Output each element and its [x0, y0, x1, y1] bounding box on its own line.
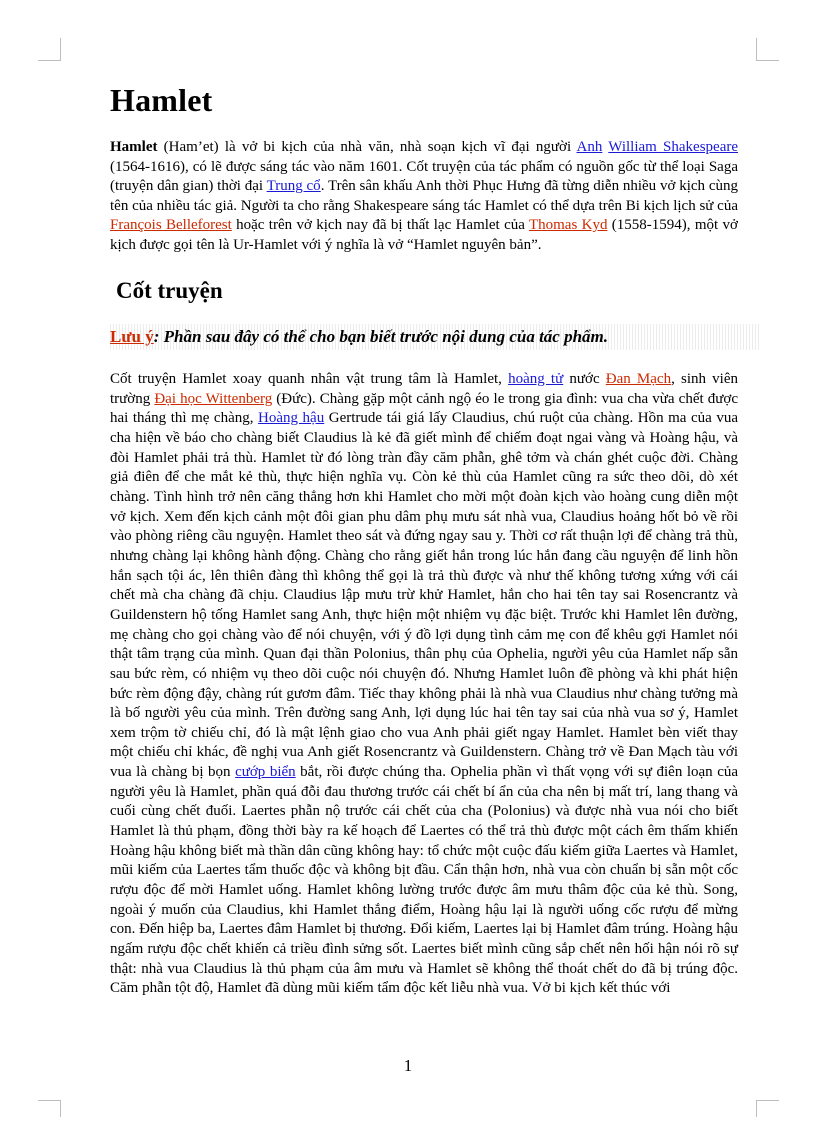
intro-text: (Ham’et) là vở bi kịch của nhà văn, nhà soạn kịch vĩ đại người: [157, 139, 577, 155]
spoiler-notice-text: : Phần sau đây có thể cho bạn biết trước nội dung của tác phẩm.: [153, 327, 609, 346]
plot-text: , sinh viên trường: [110, 371, 738, 407]
intro-text: (1558-1594), một vở kịch được gọi tên là Ur-Hamlet với ý nghĩa là vở “Hamlet nguyên bản”.: [110, 217, 738, 253]
plot-text: (Đức). Chàng gặp một cảnh ngộ éo le trong gia đình: vua cha vừa chết được hai tháng thì mẹ chàng,: [110, 390, 738, 427]
section-heading-cot-truyen: Cốt truyện: [116, 278, 223, 303]
link-hoang-tu[interactable]: hoàng tử: [508, 371, 564, 387]
link-francois-belleforest[interactable]: François Belleforest: [110, 217, 232, 234]
page-number: 1: [403, 1056, 413, 1075]
intro-lead-bold: Hamlet: [110, 139, 158, 155]
link-william-shakespeare[interactable]: William Shakespeare: [608, 139, 738, 155]
document-title: Hamlet: [110, 82, 213, 118]
intro-paragraph: [110, 138, 738, 256]
link-hoang-hau[interactable]: Hoàng hậu: [258, 410, 325, 427]
intro-text: hoặc trên vở kịch nay đã bị thất lạc Hamlet của: [231, 217, 529, 234]
link-cuop-bien[interactable]: cướp biển: [235, 764, 296, 781]
plot-text: Cốt truyện Hamlet xoay quanh nhân vật trung tâm là Hamlet,: [110, 371, 509, 387]
link-thomas-kyd[interactable]: Thomas Kyd: [528, 217, 608, 234]
intro-text: . Trên sân khấu Anh thời Phục Hưng đã từng diễn nhiều vở kịch cùng tên của nhiều tác giả. Người ta cho rằng Shakespeare sáng tác Hamlet có thể dựa trên Bi kịch lịch sử của: [110, 178, 738, 214]
page-corner-mark-bottom-left: [38, 1100, 61, 1117]
link-dai-hoc-wittenberg[interactable]: Đại học Wittenberg: [154, 390, 273, 407]
page-corner-mark-top-left: [38, 38, 61, 61]
plot-text: Gertrude tái giá lấy Claudius, chú ruột của chàng. Hồn ma của vua cha hiện về báo cho chàng biết Claudius là kẻ đã giết mình để chiếm đoạt ngai vàng và Hoàng hậu, và đòi Hamlet phải trả thù. Hamlet từ đó lòng tràn đầy căm phẫn, ghê tởm và chán ghét cuộc đời. Chàng giả điên để che mắt kẻ thù, thực hiện nghĩa vụ. Còn kẻ thù của Hamlet cũng ra sức theo dõi, dò xét chàng. Tình hình trở nên căng thẳng hơn khi Hamlet cho mời một đoàn kịch vào hoàng cung diễn một vở kịch. Xem đến kịch cảnh một đôi gian phu dâm phụ mưu sát nhà vua, Claudius hoảng hốt bỏ về rồi vào phòng riêng cầu nguyện. Hamlet theo sát và đứng ngay sau y. Thời cơ rất thuận lợi để chàng trả thù, nhưng chàng lại không hành động. Chàng cho rằng giết hắn trong lúc hắn đang cầu nguyện để linh hồn hắn sạch tội ác, lên thiên đàng thì không thể gọi là trả thù được và như thế không tương xứng với cái chết mà cha chàng đã chịu. Claudius lập mưu trừ khử Hamlet, hắn cho hai tên tay sai Rosencrantz và Guildenstern hộ tống Hamlet sang Anh, thực hiện một nhiệm vụ đặc biệt. Trước khi Hamlet lên đường, mẹ chàng cho gọi chàng vào để nói chuyện, với ý đồ lợi dụng tình cảm mẹ con để khêu gợi Hamlet nói thật tâm trạng của mình. Quan đại thần Polonius, thân phụ của Ophelia, người yêu của Hamlet nấp sẵn sau bức rèm, có nhiệm vụ theo dõi cuộc nói chuyện đó. Nhưng Hamlet luôn đề phòng và khi phát hiện bức rèm động đậy, chàng rút gươm đâm. Tiếc thay không phải là nhà vua Claudius như chàng tưởng mà là bố người yêu của mình. Trên đường sang Anh, lợi dụng lúc hai tên tay sai của nhà vua sơ ý, Hamlet xem trộm tờ chiếu chỉ, đó là mật lệnh giao cho vua Anh phải giết ngay Hamlet. Hamlet bèn viết thay một chiếu chỉ khác, đề nghị vua Anh giết Rosencrantz và Guildenstern. Chàng trở về Đan Mạch tàu với vua là chàng bị bọn: [110, 410, 738, 781]
spoiler-notice-label[interactable]: Lưu ý: [110, 327, 154, 346]
link-anh[interactable]: Anh: [576, 139, 603, 155]
plot-paragraph: [110, 370, 738, 999]
page-corner-mark-top-right: [756, 38, 779, 61]
spoiler-notice: [110, 324, 760, 350]
plot-text: nước: [563, 371, 606, 387]
link-dan-mach[interactable]: Đan Mạch: [605, 371, 672, 387]
spoiler-notice-content: [110, 327, 608, 347]
intro-text: (1564-1616), có lẽ được sáng tác vào năm 1601. Cốt truyện của tác phẩm có nguồn gốc từ thể loại Saga (truyện dân gian) thời đại: [110, 158, 738, 195]
page-corner-mark-bottom-right: [756, 1100, 779, 1117]
link-trung-co[interactable]: Trung cổ: [266, 178, 321, 195]
plot-text: bắt, rồi được chúng tha. Ophelia phần vì thất vọng với sự điên loạn của người yêu là Hamlet, phần quá đỗi đau thương trước cái chết bí ẩn của cha nên bị mất trí, lang thang và cuối cùng chết đuối. Laertes phẫn nộ trước cái chết của cha (Polonius) và được nhà vua nói cho biết Hamlet là thủ phạm, đồng thời bày ra kế hoạch để Laertes có thể trả thù được một cách êm thấm khiến Hoàng hậu không biết mà thần dân cũng không hay: tổ chức một cuộc đấu kiếm giữa Laertes và Hamlet, mũi kiếm của Laertes tẩm thuốc độc và không bịt đầu. Cẩn thận hơn, nhà vua còn chuẩn bị sẵn một cốc rượu độc để mời Hamlet uống. Hamlet không lường trước được âm mưu thâm độc của kẻ thù. Song, ngoài ý muốn của Claudius, khi Hamlet thắng điểm, Hoàng hậu lại là người uống cốc rượu để mừng con. Đến hiệp ba, Laertes đâm Hamlet bị thương. Đổi kiếm, Laertes lại bị Hamlet đâm trúng. Hoàng hậu ngấm rượu độc chết khiến cả triều đình sửng sốt. Laertes biết mình cũng sắp chết nên hối hận nói rõ sự thật: nhà vua Claudius là thủ phạm của âm mưu và Hamlet sẽ không thể thoát chết do đã bị trúng độc. Căm phẫn tột độ, Hamlet đã dùng mũi kiếm tẩm độc kết liễu nhà vua. Vở bi kịch kết thúc với: [110, 764, 739, 997]
